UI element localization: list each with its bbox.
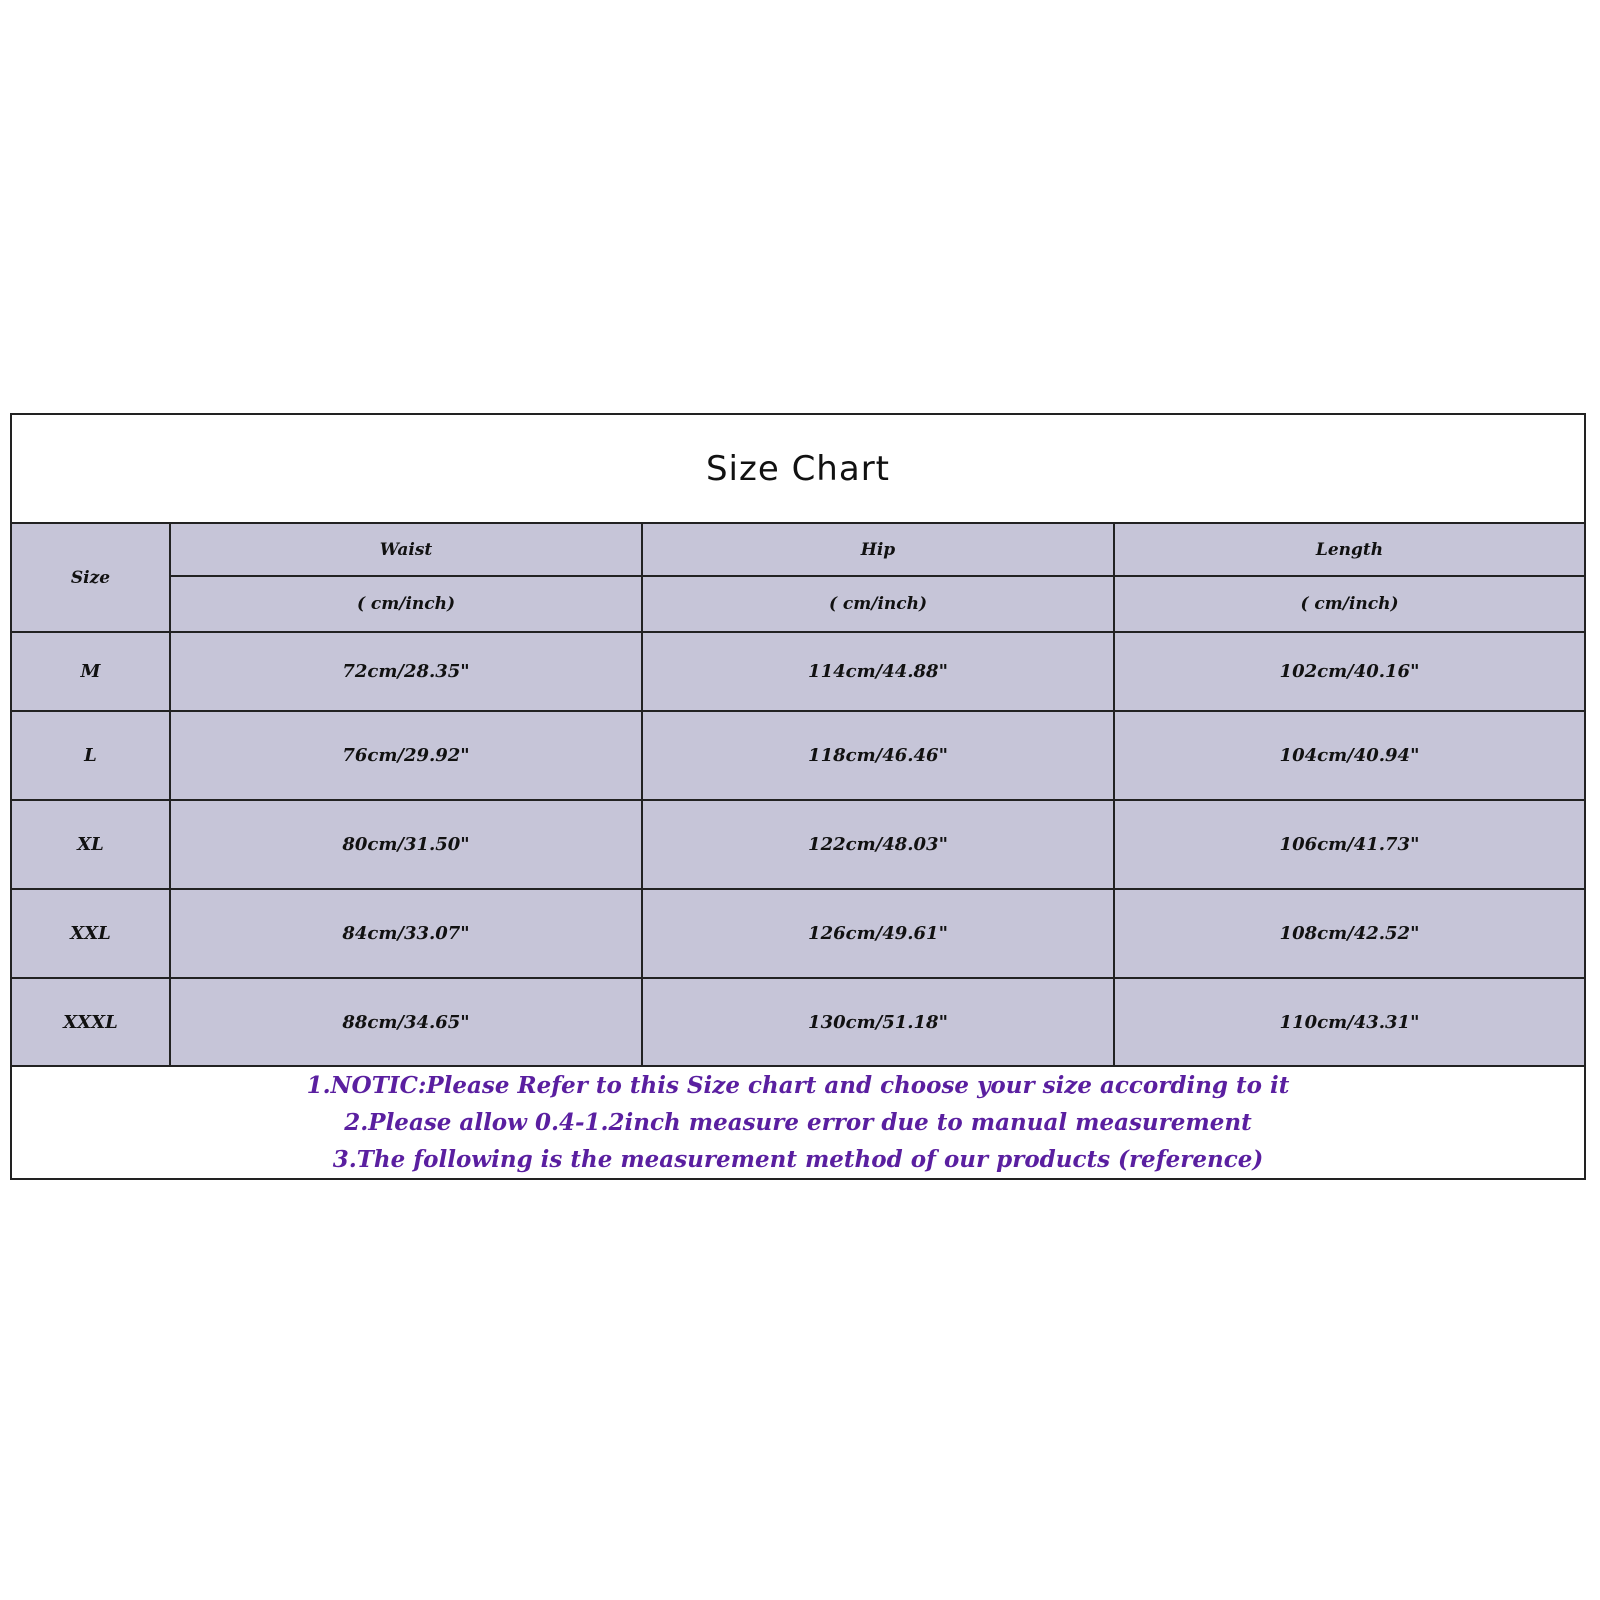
table-row bbox=[12, 711, 1584, 800]
unit-length: ( cm/inch) bbox=[1114, 576, 1584, 632]
header-size: Size bbox=[12, 524, 170, 632]
hip-cell: 126cm/49.61" bbox=[642, 889, 1114, 978]
size-cell: M bbox=[12, 632, 170, 711]
waist-cell: 72cm/28.35" bbox=[170, 632, 642, 711]
unit-row bbox=[12, 576, 1584, 632]
hip-cell: 118cm/46.46" bbox=[642, 711, 1114, 800]
header-hip: Hip bbox=[642, 524, 1114, 576]
note-line: 2.Please allow 0.4-1.2inch measure error due to manual measurement bbox=[344, 1108, 1252, 1136]
waist-cell: 76cm/29.92" bbox=[170, 711, 642, 800]
unit-waist: ( cm/inch) bbox=[170, 576, 642, 632]
notes-section bbox=[12, 1066, 1584, 1178]
table-row bbox=[12, 632, 1584, 711]
waist-cell: 88cm/34.65" bbox=[170, 978, 642, 1066]
hip-cell: 114cm/44.88" bbox=[642, 632, 1114, 711]
length-cell: 108cm/42.52" bbox=[1114, 889, 1584, 978]
header-waist: Waist bbox=[170, 524, 642, 576]
waist-cell: 80cm/31.50" bbox=[170, 800, 642, 889]
size-cell: L bbox=[12, 711, 170, 800]
size-cell: XXL bbox=[12, 889, 170, 978]
length-cell: 106cm/41.73" bbox=[1114, 800, 1584, 889]
waist-cell: 84cm/33.07" bbox=[170, 889, 642, 978]
size-chart-frame bbox=[10, 413, 1586, 1180]
hip-cell: 122cm/48.03" bbox=[642, 800, 1114, 889]
hip-cell: 130cm/51.18" bbox=[642, 978, 1114, 1066]
size-cell: XXXL bbox=[12, 978, 170, 1066]
length-cell: 104cm/40.94" bbox=[1114, 711, 1584, 800]
size-cell: XL bbox=[12, 800, 170, 889]
header-length: Length bbox=[1114, 524, 1584, 576]
table-row bbox=[12, 800, 1584, 889]
page-title: Size Chart bbox=[12, 415, 1584, 524]
note-line: 1.NOTIC:Please Refer to this Size chart and choose your size according to it bbox=[306, 1071, 1290, 1099]
note-line: 3.The following is the measurement method of our products (reference) bbox=[332, 1145, 1264, 1173]
unit-hip: ( cm/inch) bbox=[642, 576, 1114, 632]
table-row bbox=[12, 978, 1584, 1066]
header-row bbox=[12, 524, 1584, 576]
size-table bbox=[12, 524, 1584, 1067]
length-cell: 110cm/43.31" bbox=[1114, 978, 1584, 1066]
length-cell: 102cm/40.16" bbox=[1114, 632, 1584, 711]
table-row bbox=[12, 889, 1584, 978]
